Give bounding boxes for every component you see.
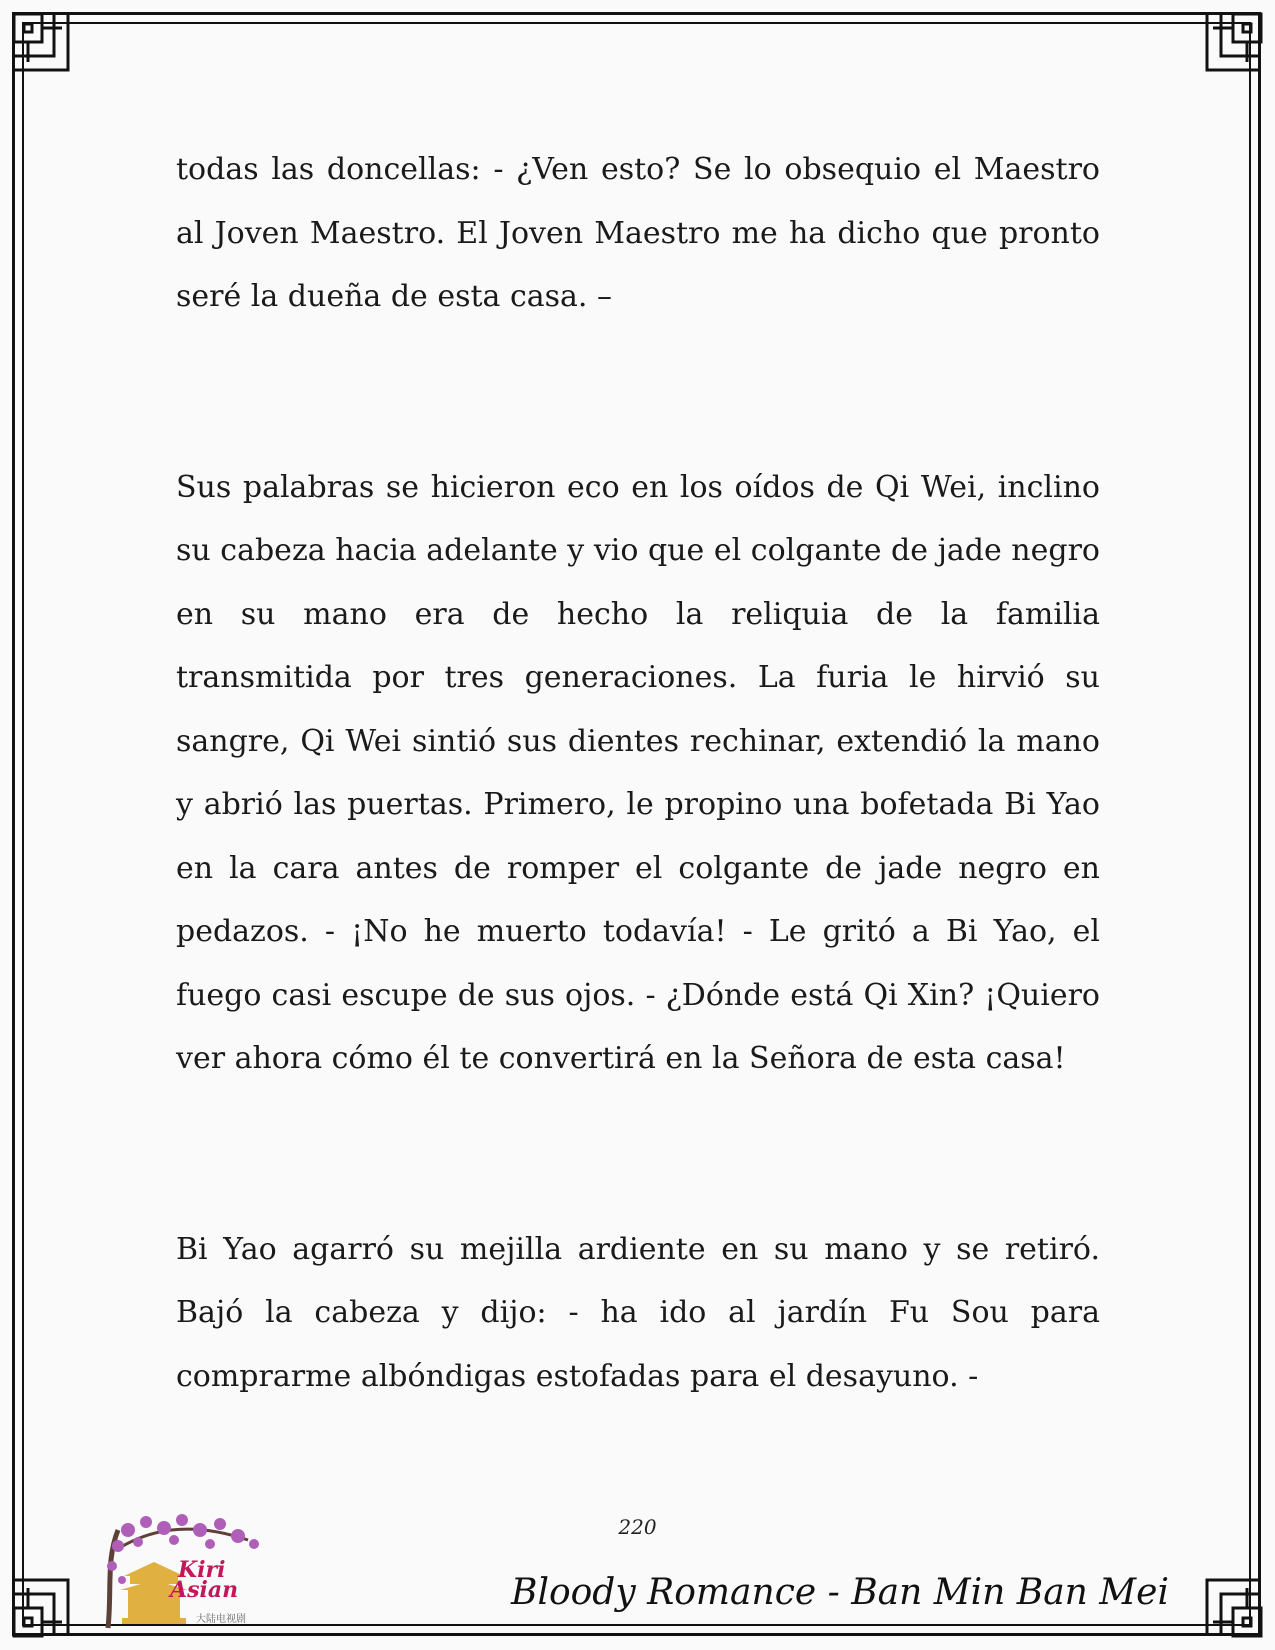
kiri-asian-logo bbox=[98, 1510, 273, 1630]
corner-ornament-top-right bbox=[1175, 0, 1275, 100]
footer-title: Bloody Romance - Ban Min Ban Mei bbox=[510, 1572, 1169, 1613]
body-text bbox=[176, 138, 1100, 1408]
logo-subtitle: 大陆电视剧 bbox=[196, 1614, 246, 1625]
corner-ornament-bottom-right bbox=[1175, 1550, 1275, 1650]
paragraph-2: Sus palabras se hicieron eco en los oídos de Qi Wei, inclino su cabeza hacia adelante y vio que el colgante de jade negro en su mano era de hecho la reliquia de la familia transmitida por tres generaciones. La furia le hirvió su sangre, Qi Wei sintió sus dientes rechinar, extendió la mano y abrió las puertas. Primero, le propino una bofetada Bi Yao en la cara antes de romper el colgante de jade negro en pedazos. - ¡No he muerto todavía! - Le gritó a Bi Yao, el fuego casi escupe de sus ojos. - ¿Dónde está Qi Xin? ¡Quiero ver ahora cómo él te convertirá en la Señora de esta casa! bbox=[176, 469, 1100, 1076]
corner-ornament-bottom-left bbox=[0, 1550, 100, 1650]
paragraph-1: todas las doncellas: - ¿Ven esto? Se lo obsequio el Maestro al Joven Maestro. El Joven Maestro me ha dicho que pronto seré la dueña de esta casa. – bbox=[176, 152, 1100, 314]
corner-ornament-top-left bbox=[0, 0, 100, 100]
page-number: 220 bbox=[618, 1515, 657, 1539]
paragraph-3: Bi Yao agarró su mejilla ardiente en su mano y se retiró. Bajó la cabeza y dijo: - ha ido al jardín Fu Sou para comprarme albóndigas estofadas para el desayuno. - bbox=[176, 1231, 1100, 1394]
logo-wordmark: Kiri Asian bbox=[170, 1557, 239, 1603]
